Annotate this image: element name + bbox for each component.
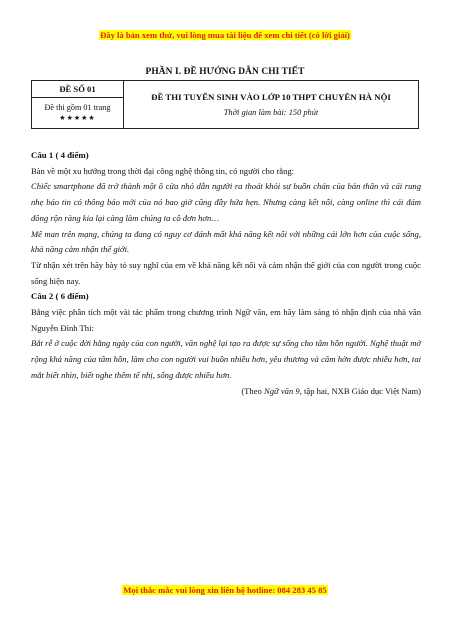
part-title: PHẦN I. ĐỀ HƯỚNG DẪN CHI TIẾT: [145, 67, 305, 77]
question-1-quote-1: Chiếc smartphone đã trở thành một ô cửa nhỏ dẫn người ra thoát khỏi sự buồn chán của bản thân và cái rung nhẹ báo tin có thông báo mới của nó bao giờ cũng đầy hứa hẹn. Nhưng càng kết nối, càng online thì cái đám đông rộn ràng kia lại càng làm chúng ta cô đơn hơn…: [31, 181, 421, 223]
difficulty-stars-icon: ★★★★★: [59, 114, 96, 122]
hotline-banner: [0, 585, 450, 595]
question-1-quote-2: Mê man trên mạng, chúng ta đang có nguy cơ đánh mất khả năng kết nối với những cái lớn hơn của cuộc sống, khả năng cảm nhận thế giới.: [31, 228, 421, 255]
exam-content: [31, 148, 421, 399]
question-1-title: Câu 1 ( 4 điểm): [31, 150, 89, 160]
preview-notice-banner: [0, 30, 450, 40]
question-2-quote: Bắt rễ ở cuộc đời hằng ngày của con người, văn nghệ lại tạo ra được sự sống cho tâm hồn người. Nghệ thuật mở rộng khả năng của tâm hồn, làm cho con người vui buồn nhiều hơn, yêu thương và căm hờn được nhiều hơn, tai mắt biết nhìn, biết nghe thêm tế nhị, sống được nhiều hơn.: [31, 338, 421, 380]
exam-pages-cell: [32, 98, 124, 129]
exam-header-table: [31, 80, 419, 129]
question-2-intro: Bằng việc phân tích một vài tác phẩm trong chương trình Ngữ văn, em hãy làm sáng tỏ nhận định của nhà văn Nguyễn Đình Thi:: [31, 307, 421, 333]
hotline-text: Mọi thắc mắc vui lòng xin liên hệ hotline: 084 283 45 85: [123, 585, 327, 595]
source-book: Ngữ văn 9: [263, 385, 300, 396]
exam-time: Thời gian làm bài: 150 phút: [223, 108, 319, 117]
question-1-intro: Bàn về một xu hướng trong thời đại công nghệ thông tin, có người cho rằng:: [31, 165, 295, 176]
preview-notice-text: Đây là bản xem thử, vui lòng mua tài liệu để xem chi tiết (có lời giải): [100, 30, 350, 40]
exam-info-cell: [124, 81, 419, 129]
exam-pages: Đề thi gồm 01 trang: [44, 103, 111, 112]
question-2-source: (Theo Ngữ văn 9, tập hai, NXB Giáo dục Việt Nam): [241, 385, 421, 396]
question-2-title: Câu 2 ( 6 điểm): [31, 291, 89, 302]
question-1-task: Từ nhận xét trên hãy bày tỏ suy nghĩ của em về khả năng kết nối và cảm nhận thế giới của con người trong cuộc sống hiện nay.: [31, 259, 421, 286]
exam-code: ĐỀ SỐ 01: [32, 81, 124, 98]
exam-name: ĐỀ THI TUYỂN SINH VÀO LỚP 10 THPT CHUYÊN HÀ NỘI: [151, 92, 391, 102]
